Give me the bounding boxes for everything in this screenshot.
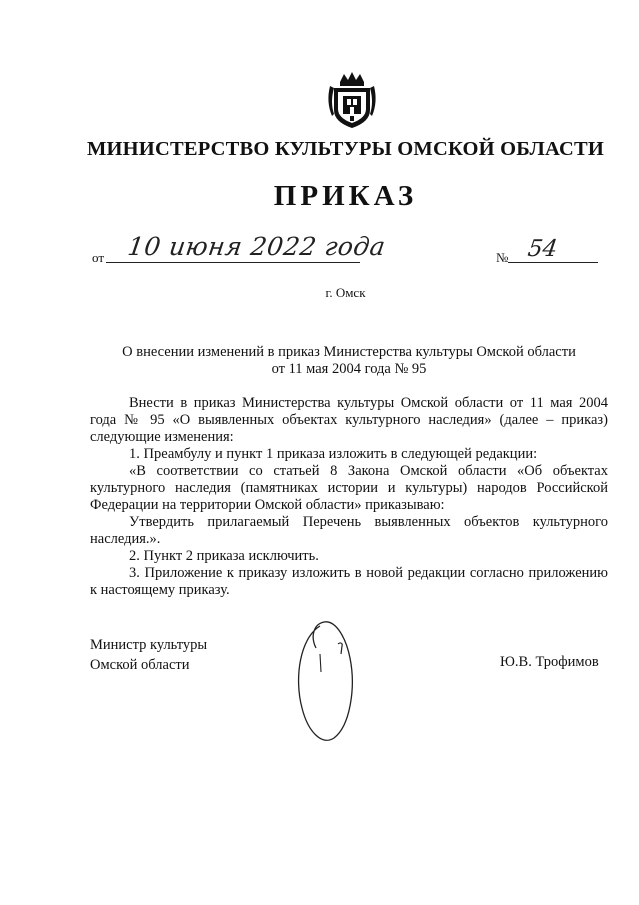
body-paragraph: 3. Приложение к приказу изложить в новой редакции согласно приложению к настоящему приказу. [90,565,608,598]
city: г. Омск [325,285,366,300]
signer-name: Ю.В. Трофимов [500,654,599,670]
body-paragraph: 1. Преамбулу и пункт 1 приказа изложить в следующей редакции: [129,446,538,462]
omsk-coat-of-arms-icon [326,70,378,130]
number-label: № [496,250,509,265]
signer-position-line-2: Омской области [90,657,190,673]
signer-position [90,635,207,675]
date-label: от [92,250,105,265]
handwritten-number: 54 [526,236,560,262]
body-paragraph: Внести в приказ Министерства культуры Омской области от 11 мая 2004 года № 95 «О выявленных объектах культурного наследия» (далее – приказ) следующие изменения: [90,395,608,445]
date-underline [106,262,360,263]
subject-line-1: О внесении изменений в приказ Министерства культуры Омской области [122,344,576,360]
number-underline [508,262,598,263]
signer-position-line-1: Министр культуры [90,637,208,653]
subject-line-2: от 11 мая 2004 года № 95 [271,361,427,377]
document-title: ПРИКАЗ [273,180,418,212]
document-subject [90,344,608,378]
ministry-name: МИНИСТЕРСТВО КУЛЬТУРЫ ОМСКОЙ ОБЛАСТИ [86,138,605,160]
handwritten-signature-icon [290,608,370,748]
handwritten-date: 10 июня 2022 года [125,232,388,261]
body-paragraph: 2. Пункт 2 приказа исключить. [129,548,319,564]
body-paragraph: «В соответствии со статьей 8 Закона Омской области «Об объектах культурного наследия (памятниках истории и культуры) народов Российской Федерации на территории Омской области» приказываю: [90,463,608,513]
body-paragraph: Утвердить прилагаемый Перечень выявленных объектов культурного наследия.». [90,514,608,547]
document-body [90,395,608,599]
